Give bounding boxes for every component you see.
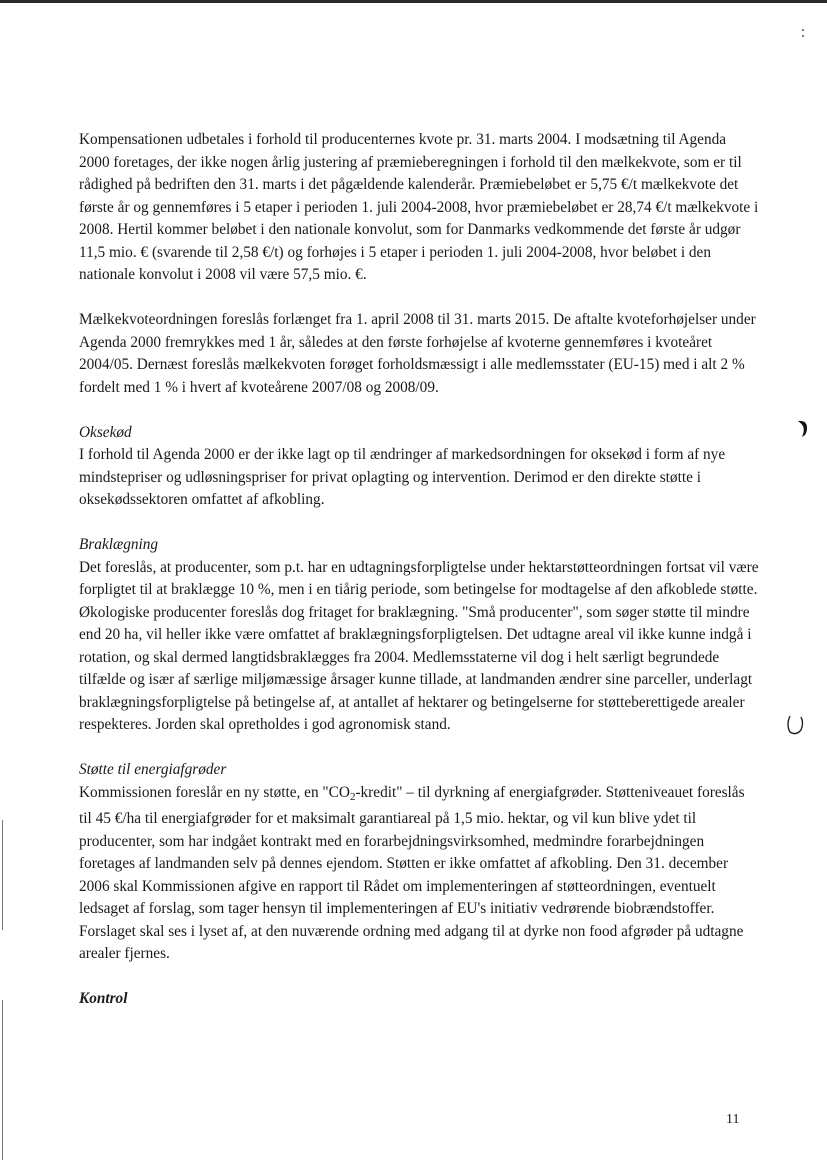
document-body	[79, 129, 759, 1011]
punch-hole-mark	[797, 418, 809, 438]
section-heading: Braklægning	[79, 536, 159, 553]
scan-speck	[801, 28, 805, 38]
section-heading: Oksekød	[79, 423, 132, 441]
scan-edge-mark	[2, 820, 3, 930]
punch-hole-mark	[785, 713, 805, 737]
section-energiafgroder	[79, 759, 759, 966]
section-kontrol	[79, 988, 759, 1011]
subscript-two: 2	[349, 790, 356, 803]
page-number: 11	[726, 1112, 740, 1127]
section-body-rest: -kredit" – til dyrkning af energiafgrøder. Støtteniveauet foreslås til 45 €/ha til energiafgrøder for et maksimalt garantiareal på 1,5 mio. hektar, og vil kun blive ydet til producenter, som har indgået kontrakt med en forarbejdningsvirksomhed, medmindre forarbejdningen foretages af landmanden selv på dennes ejendom. Støtten er ikke omfattet af afkobling. Den 31. december 2006 skal Kommissionen afgive en rapport til Rådet om implementeringen af støtteordningen, eventuelt ledsaget af forslag, som tager hensyn til implementeringen af EU's initiativ vedrørende biobrændstoffer. Forslaget skal ses i lyset af, at den nuværende ordning med adgang til at dyrke non food afgrøder på udtagne arealer fjernes.	[79, 783, 745, 962]
section-body: I forhold til Agenda 2000 er der ikke lagt op til ændringer af markedsordningen for oksekød i form af nye mindstepriser og udløsningspriser for privat oplagting og intervention. Derimod er den direkte støtte i oksekødssektoren omfattet af afkobling.	[79, 446, 726, 508]
scan-edge-mark	[2, 1000, 3, 1160]
section-body: Det foreslås, at producenter, som p.t. har en udtagningsforpligtelse under hektarstøtteordningen fortsat vil være forpligtet til at braklægge 10 %, men i en tiårig periode, som betingelse for modtagelse af den afkoblede støtte. Økologiske producenter foreslås dog fritaget for braklægning. "Små producenter", som søger støtte til mindre end 20 ha, vil heller ikke være omfattet af braklægningsforpligtelsen. Det udtagne areal vil ikke kunne indgå i rotation, og skal dermed langtidsbraklægges fra 2004. Medlemsstaterne vil dog i helt særligt begrundede tilfælde og især af særlige miljømæssige årsager kunne tillade, at landmanden ændrer sine parceller, underlagt braklægningsforpligtelse på betingelse af, at antallet af hektarer og betingelserne for støtteberettigede arealer respekteres. Jorden skal opretholdes i god agronomisk stand.	[79, 558, 759, 733]
section-oksekod	[79, 422, 759, 512]
paragraph-milk-quota: Mælkekvoteordningen foreslås forlænget fra 1. april 2008 til 31. marts 2015. De aftalte kvoteforhøjelser under Agenda 2000 fremrykkes med 1 år, således at den første forhøjelse af kvoterne gennemføres i kvoteåret 2004/05. Dernæst foreslås mælkekvoten forøget forholdsmæssigt i alle medlemsstater (EU-15) med i alt 2 % fordelt med 1 % i hvert af kvoteårene 2007/08 og 2008/09.	[79, 311, 756, 396]
section-heading: Støtte til energiafgrøder	[79, 761, 227, 778]
section-heading: Kontrol	[79, 990, 128, 1007]
paragraph-compensation: Kompensationen udbetales i forhold til producenternes kvote pr. 31. marts 2004. I modsætning til Agenda 2000 foretages, der ikke nogen årlig justering af præmieberegningen i forhold til den mælkekvote, som er til rådighed på bedriften den 31. marts i det pågældende kalenderår. Præmiebeløbet er 5,75 €/t mælkekvote det første år og gennemføres i 5 etaper i perioden 1. juli 2004-2008, hvor præmiebeløbet er 28,74 €/t mælkekvote i 2008. Hertil kommer beløbet i den nationale konvolut, som for Danmarks vedkommende det første år udgør 11,5 mio. € (svarende til 2,58 €/t) og forhøjes i 5 etaper i perioden 1. juli 2004-2008, hvor beløbet i den nationale konvolut i 2008 vil være 57,5 mio. €.	[79, 131, 759, 283]
section-body-start: Kommissionen foreslår en ny støtte, en "CO	[79, 783, 350, 801]
top-border-line	[0, 0, 827, 3]
section-braklaegning	[79, 534, 759, 737]
